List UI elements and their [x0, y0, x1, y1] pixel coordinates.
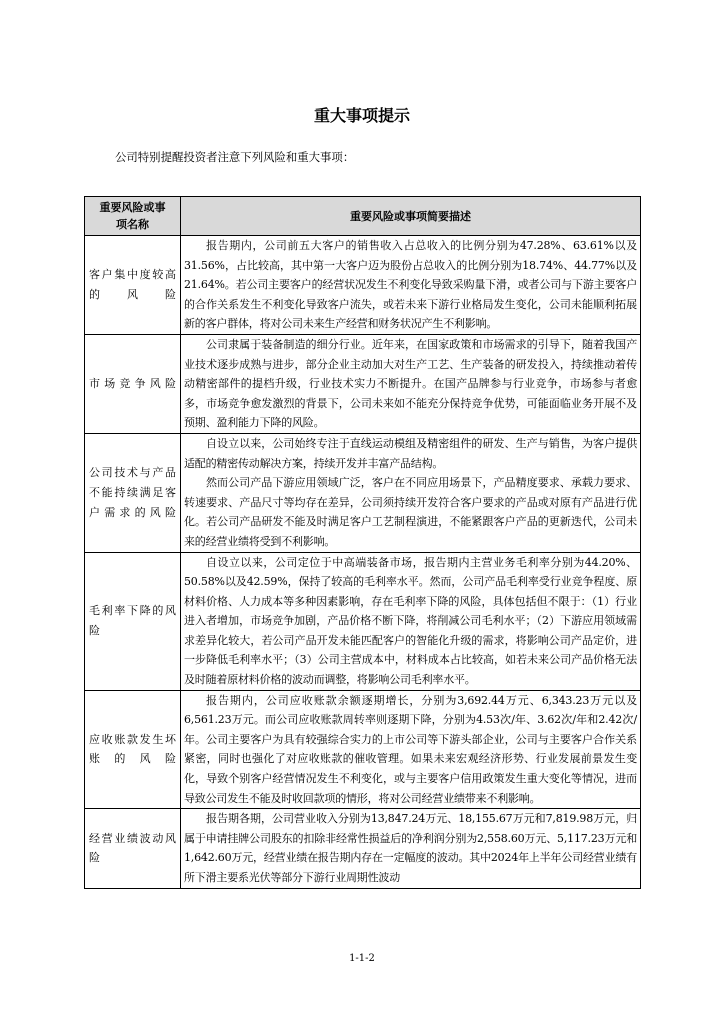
risk-description [181, 433, 641, 552]
header-risk-description: 重要风险或事项简要描述 [181, 197, 641, 236]
table-row [85, 809, 641, 888]
risk-name: 应收账款发生坏账的风险 [85, 690, 181, 809]
risk-description [181, 690, 641, 809]
table-row [85, 236, 641, 335]
risk-description [181, 809, 641, 888]
table-row [85, 433, 641, 552]
table-header-row [85, 197, 641, 236]
risk-description-paragraph: 公司隶属于装备制造的细分行业。近年来，在国家政策和市场需求的引导下，随着我国产业技术逐步成熟与进步，部分企业主动加大对生产工艺、生产装备的研发投入，持续推动着传动精密部件的提档升级，行业技术实力不断提升。在国产品牌参与行业竞争，市场参与者愈多，市场竞争愈发激烈的背景下，公司未来如不能充分保持竞争优势，可能面临业务开展不及预期、盈利能力下降的风险。 [184, 337, 637, 430]
risk-name: 经营业绩波动风险 [85, 809, 181, 888]
risk-description [181, 334, 641, 433]
table-row [85, 334, 641, 433]
risk-description-paragraph: 然而公司产品下游应用领域广泛，客户在不同应用场景下，产品精度要求、承载力要求、转速要求、产品尺寸等均存在差异，公司须持续开发符合客户要求的产品或对原有产品进行优化。若公司产品研发不能及时满足客户工艺制程演进，不能紧跟客户产品的更新迭代，公司未来的经营业绩将受到不利影响。 [184, 476, 637, 548]
risk-description-paragraph: 报告期内，公司应收账款余额逐期增长，分别为3,692.44万元、6,343.23万元以及6,561.23万元。而公司应收账款周转率则逐期下降，分别为4.53次/年、3.62次/年和2.42次/年。公司主要客户为具有较强综合实力的上市公司等下游头部企业，公司与主要客户合作关系紧密，同时也强化了对应收账款的催收管理。如果未来宏观经济形势、行业发展前景发生变化，导致个别客户经营情况发生不利变化，或与主要客户信用政策发生重大变化等情况，进而导致公司发生不能及时收回款项的情形，将对公司经营业绩带来不利影响。 [184, 693, 637, 805]
risk-description-paragraph: 报告期各期，公司营业收入分别为13,847.24万元、18,155.67万元和7,819.98万元，归属于申请挂牌公司股东的扣除非经常性损益后的净利润分别为2,558.60万元、5,117.23万元和1,642.60万元，经营业绩在报告期内存在一定幅度的波动。其中2024年上半年公司经营业绩有所下滑主要系光伏等部分下游行业周期性波动 [184, 812, 637, 884]
page-number: 1-1-2 [349, 953, 375, 964]
risk-description [181, 236, 641, 335]
table-row [85, 552, 641, 690]
risk-name: 市场竞争风险 [85, 334, 181, 433]
risk-name: 客户集中度较高的风险 [85, 236, 181, 335]
risk-name: 毛利率下降的风险 [85, 552, 181, 690]
page-title: 重大事项提示 [313, 106, 410, 125]
risk-description-paragraph: 自设立以来，公司定位于中高端装备市场，报告期内主营业务毛利率分别为44.20%、50.58%以及42.59%，保持了较高的毛利率水平。然而，公司产品毛利率受行业竞争程度、原材料价格、人力成本等多种因素影响，存在毛利率下降的风险，具体包括但不限于：（1）行业进入者增加，市场竞争加剧，产品价格不断下降，将削减公司毛利水平；（2）下游应用领域需求差异化较大，若公司产品开发未能匹配客户的智能化升级的需求，将影响公司产品定价，进一步降低毛利率水平；（3）公司主营成本中，材料成本占比较高，如若未来公司产品价格无法及时随着原材料价格的波动而调整，将影响公司毛利率水平。 [184, 555, 637, 687]
risk-description [181, 552, 641, 690]
risk-name: 公司技术与产品不能持续满足客户需求的风险 [85, 433, 181, 552]
risk-table [84, 196, 641, 889]
risk-description-paragraph: 自设立以来，公司始终专注于直线运动模组及精密组件的研发、生产与销售，为客户提供适配的精密传动解决方案，持续开发并丰富产品结构。 [184, 436, 637, 470]
risk-description-paragraph: 报告期内，公司前五大客户的销售收入占总收入的比例分别为47.28%、63.61%以及31.56%，占比较高，其中第一大客户迈为股份占总收入的比例分别为18.74%、44.77%以及21.64%。若公司主要客户的经营状况发生不利变化导致采购量下滑，或者公司与下游主要客户的合作关系发生不利变化导致客户流失，或若未来下游行业格局发生变化，公司未能顺利拓展新的客户群体，将对公司未来生产经营和财务状况产生不利影响。 [184, 239, 637, 331]
intro-text: 公司特别提醒投资者注意下列风险和重大事项： [115, 150, 355, 164]
header-risk-name: 重要风险或事项名称 [85, 197, 181, 236]
table-row [85, 690, 641, 809]
